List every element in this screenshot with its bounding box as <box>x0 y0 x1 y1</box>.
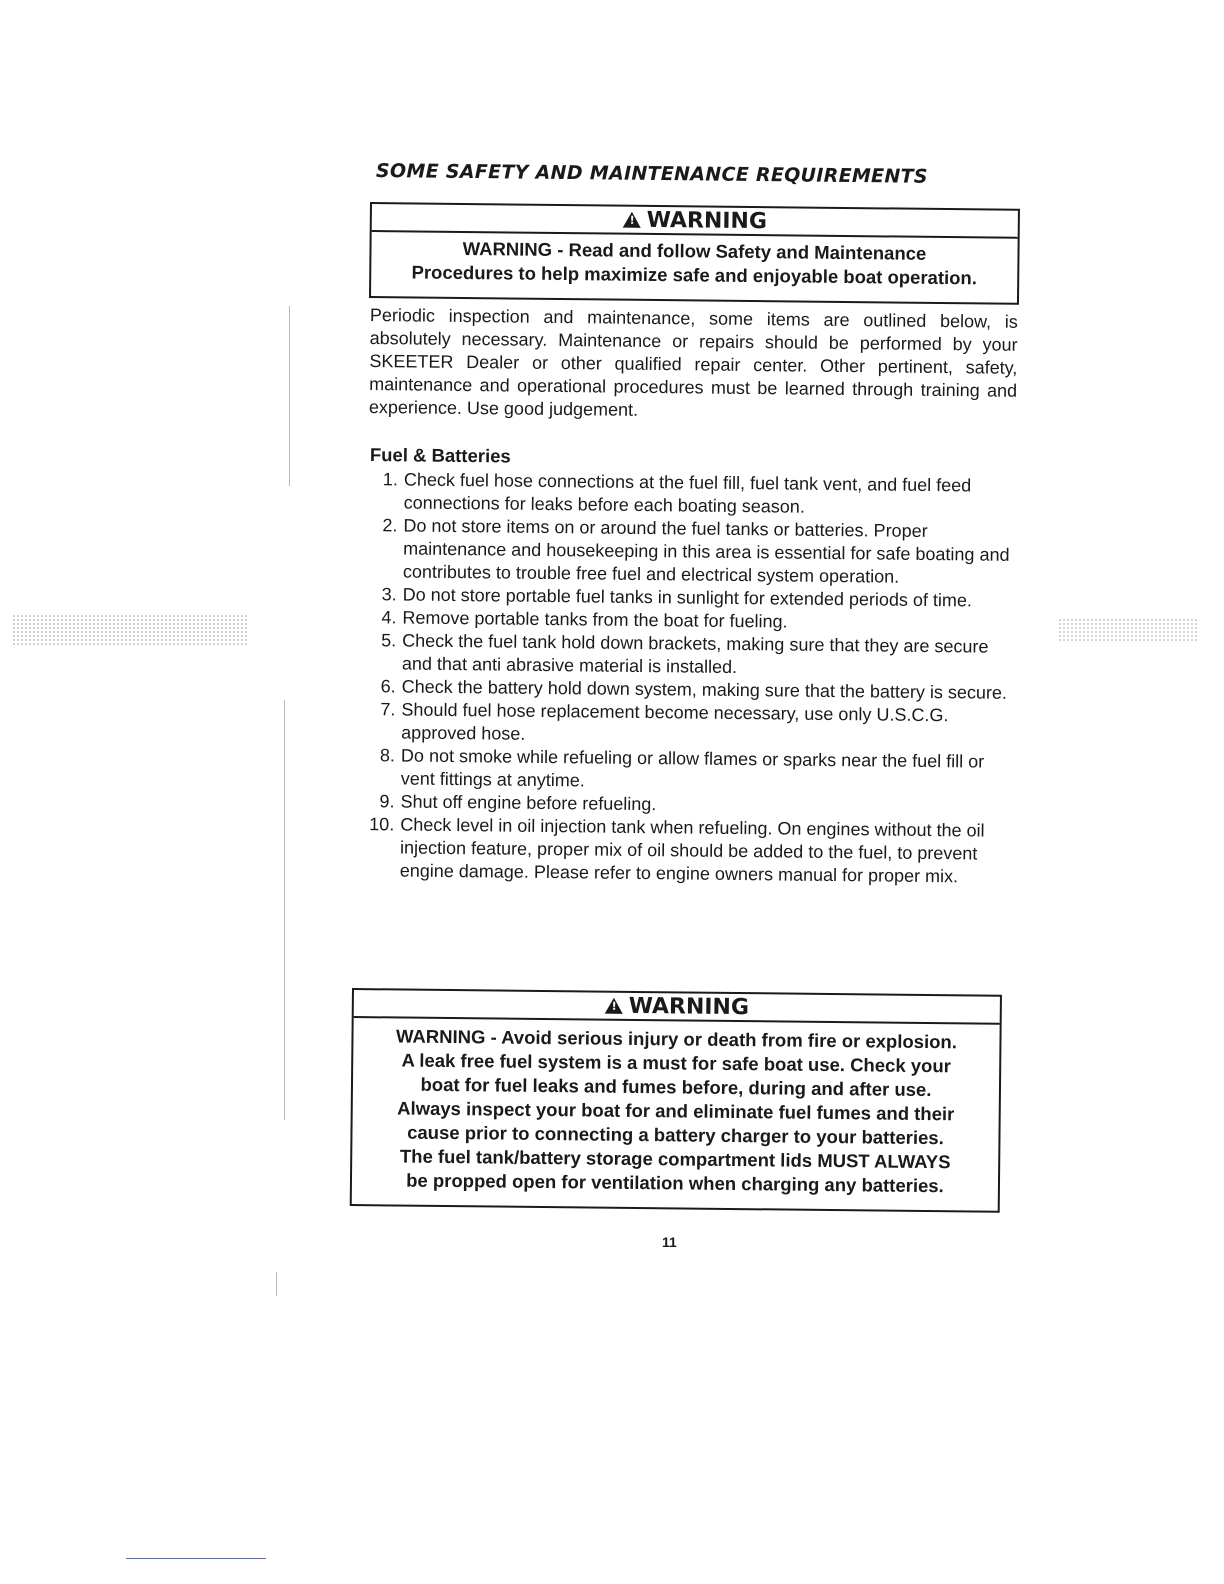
item-number: 6. <box>380 676 396 697</box>
warning-text <box>352 1018 1000 1203</box>
list-item <box>355 514 1016 590</box>
item-number: 2. <box>382 515 398 536</box>
scan-edge-line <box>284 700 285 1120</box>
item-text: Do not store portable fuel tanks in sunlight for extended periods of time. <box>402 584 973 611</box>
list-item <box>353 698 1013 751</box>
intro-paragraph: Periodic inspection and maintenance, some items are outlined below, is absolutely necessary. Maintenance or repairs should be performed by your SKEETER Dealer or other qualified repair center. Other pertinent, safety, maintenance and operational procedures must be learned through training and experience. Use good judgement. <box>368 304 1018 420</box>
warning-line: be propped open for ventilation when charging any batteries. <box>406 1169 944 1197</box>
item-text: Do not store items on or around the fuel tanks or batteries. Proper maintenance and housekeeping in this area is essential for safe boating and contributes to trouble free fuel and electrical system operation. <box>402 515 1010 587</box>
item-text: Shut off engine before refueling. <box>400 791 657 815</box>
warning-box-maintenance <box>369 202 1020 305</box>
item-number: 5. <box>381 630 397 651</box>
item-text: Check the battery hold down system, making sure that the battery is secure. <box>401 676 1008 703</box>
warning-box-fire <box>350 988 1002 1213</box>
item-text: Check the fuel tank hold down brackets, making sure that they are secure and that anti abrasive material is installed. <box>401 630 989 678</box>
item-number: 9. <box>379 791 395 812</box>
page-number: 11 <box>662 1234 677 1250</box>
intro-section <box>369 304 1018 426</box>
item-text: Remove portable tanks from the boat for fueling. <box>402 607 788 632</box>
item-number: 10. <box>369 814 395 835</box>
item-text: Do not smoke while refueling or allow flames or sparks near the fuel fill or vent fittings at anytime. <box>400 745 985 791</box>
warning-line: cause prior to connecting a battery charger to your batteries. <box>407 1121 944 1149</box>
item-number: 4. <box>381 607 397 628</box>
warning-text <box>371 232 1018 295</box>
scan-artifact-right <box>1058 618 1198 642</box>
warning-line: A leak free fuel system is a must for safe boat use. Check your <box>401 1049 952 1077</box>
warning-heading-text: WARNING <box>646 207 768 235</box>
fuel-batteries-list <box>352 468 1016 889</box>
scan-edge-line <box>126 1558 266 1559</box>
item-number: 1. <box>382 469 398 490</box>
item-text: Check fuel hose connections at the fuel fill, fuel tank vent, and fuel feed connections for leaks before each boating season. <box>403 469 972 517</box>
list-item <box>353 744 1013 797</box>
list-item <box>352 813 1013 889</box>
scan-edge-line <box>276 1272 277 1296</box>
warning-line: The fuel tank/battery storage compartment lids MUST ALWAYS <box>399 1145 951 1173</box>
warning-heading-text: WARNING <box>628 993 750 1021</box>
warning-line: Always inspect your boat for and eliminate fuel fumes and their <box>397 1097 955 1125</box>
item-number: 7. <box>380 699 396 720</box>
warning-line: Procedures to help maximize safe and enjoyable boat operation. <box>411 261 978 289</box>
list-item <box>354 629 1014 682</box>
scan-edge-line <box>289 306 290 486</box>
warning-triangle-icon <box>623 212 641 228</box>
section-title: SOME SAFETY AND MAINTENANCE REQUIREMENTS <box>375 160 928 188</box>
item-text: Should fuel hose replacement become necessary, use only U.S.C.G. approved hose. <box>401 699 949 744</box>
warning-line: WARNING - Read and follow Safety and Maintenance <box>462 237 927 264</box>
scan-artifact-left <box>12 614 248 646</box>
item-text: Check level in oil injection tank when refueling. On engines without the oil injection feature, proper mix of oil should be added to the fuel, to prevent engine damage. Please refer to engine owners manual for proper mix. <box>399 814 985 887</box>
list-item <box>356 468 1016 521</box>
warning-triangle-icon <box>605 998 623 1014</box>
item-number: 3. <box>381 584 397 605</box>
warning-line: boat for fuel leaks and fumes before, during and after use. <box>420 1073 932 1101</box>
warning-line: WARNING - Avoid serious injury or death from fire or explosion. <box>395 1025 958 1053</box>
subsection-heading: Fuel & Batteries <box>369 444 511 467</box>
item-number: 8. <box>379 745 396 766</box>
